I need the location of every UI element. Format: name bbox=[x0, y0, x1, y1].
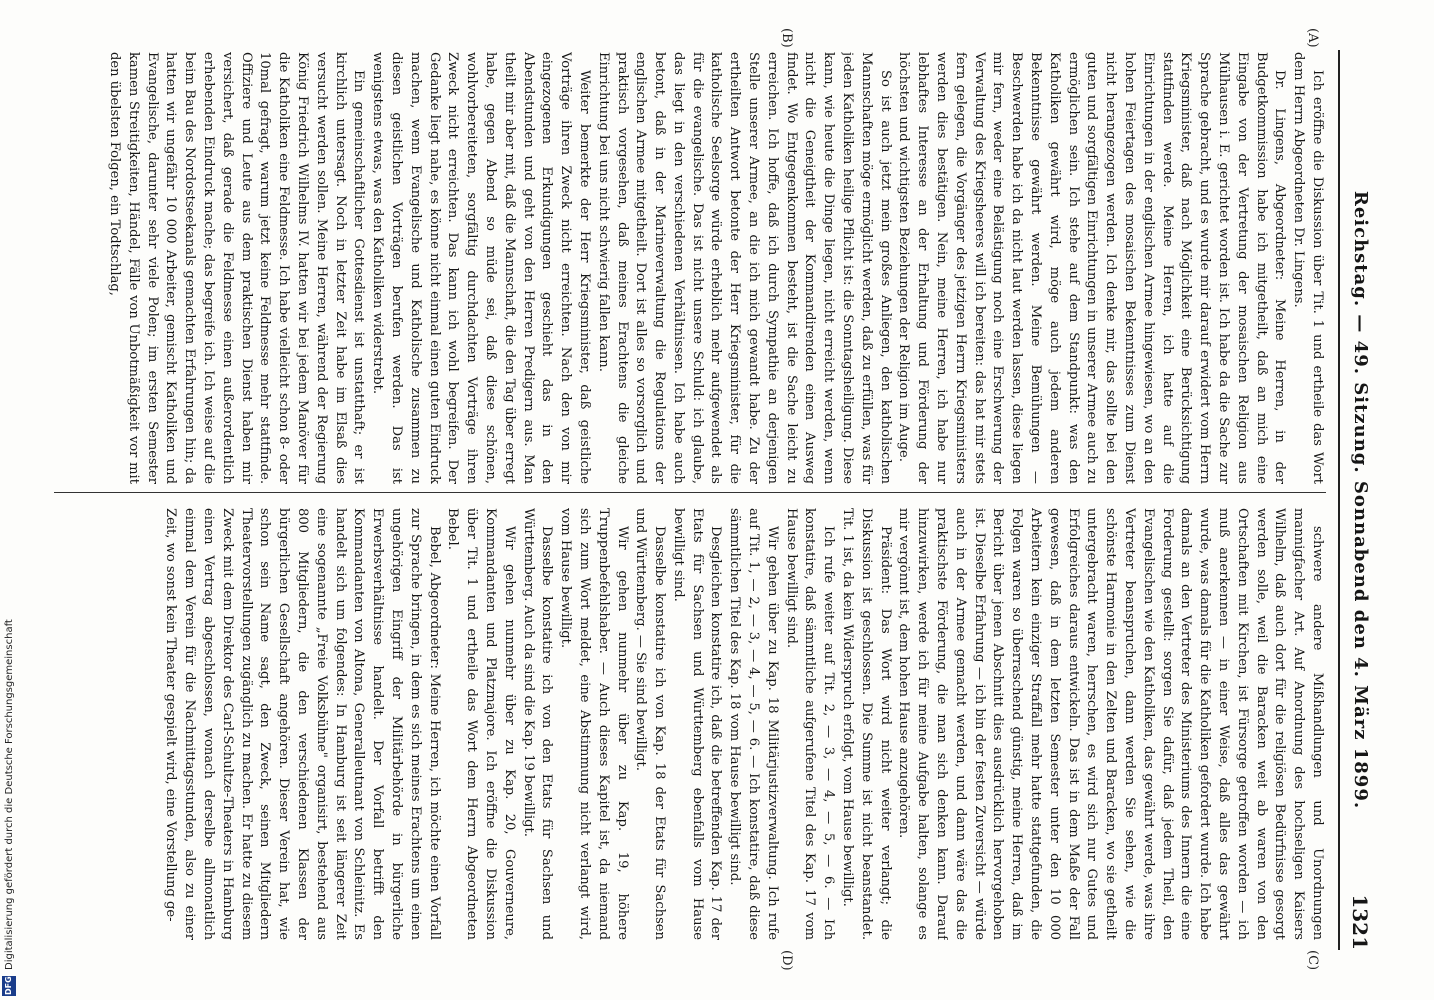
paragraph: Ich rufe weiter auf Tit. 2, — 3, — 4, — 5, — 6. — Ich konstatire, daß sämmtliche aufgerufene Titel des Kap. 17 vom Hause bewilligt sind. bbox=[783, 508, 837, 940]
paragraph: Bebel, Abgeordneter: Meine Herren, ich möchte einen Vorfall zur Sprache bringen, in dem es sich meines Erachtens um einen ungehörigen Eingriff der Militärbehörde in bürgerliche Erwerbsverhältnisse handelt. Der Vorfall betrifft den Kommandanten von Altona, Generalleutnant von Schleinitz. Es handelt sich um folgendes: In Hamburg ist seit längerer Zeit eine sogenannte „Freie Volksbühne" organisirt, bestehend aus 800 Mitgliedern, die den verschiedenen Klassen der bürgerlichen Gesellschaft angehören. Dieser Verein hat, wie schon sein Name sagt, den Zweck, seinen Mitgliedern Theatervorstellungen zugänglich zu machen. Er hatte zu diesem Zweck mit dem Direktor des Carl-Schultze-Theaters in Hamburg einen Vertrag abgeschlossen, wonach derselbe allmonatlich einmal dem Verein für die Nachmittagsstunden, also zu einer Zeit, wo sonst kein Theater gespielt wird, eine Vorstellung ge- bbox=[163, 508, 442, 940]
margin-mark-d: (D) bbox=[779, 950, 794, 971]
paragraph: So ist auch jetzt mein großes Anliegen, den katholischen Mannschaften möge ermöglicht werden, daß zu erfüllen, was für jeden Katholiken heilige Pflicht ist: die Sonntagsheiligung. Diese kann, wie heute die Dinge liegen, nicht erreicht werden, wenn nicht die Geneigtheit der Kommandirenden einen Ausweg findet. Wo Entgegenkommen besteht, ist die Sache leicht zu erreichen. Ich hoffe, daß ich durch Sympathie an derjenigen Stelle unserer Armee, an die ich mich gewandt habe. Zu der ertheilten Antwort betonte der Herr Kriegsminister, für die katholische Seelsorge würde erheblich mehr aufgewendet als für die evangelische. Das ist nicht unsere Schuld: ich glaube, das liegt in den verschiedenen Verhältnissen. Ich habe auch betont, daß in der Marineverwaltung die Regulations der englischen Armee mitgetheilt. Dort ist alles so vorsorglich und praktisch vorgesehen, daß meines Erachtens die gleiche Einrichtung bei uns nicht schwierig fallen kann. bbox=[595, 52, 893, 484]
paragraph: Dasselbe konstatire ich von den Etats für Sachsen und Württemberg. Auch da sind die Kap. 19 bewilligt. bbox=[520, 508, 555, 940]
paragraph: Ein gemeinschaftlicher Gottesdienst ist unstatthaft; er ist kirchlich untersagt. Noch in letzter Zeit habe im Elsaß dies versucht werden sollen. Meine Herren, während der Regierung König Friedrich Wilhelms IV. hatten wir bei jedem Manöver für die Katholiken eine Feldmesse. Ich habe vielleicht schon 8- oder 10mal gefragt, warum jetzt keine Feldmesse mehr stattfinde. Offiziere und Leute aus dem praktischen Dienst haben mir versichert, daß gerade die Feldmesse einen außerordentlich erhebenden Eindruck mache; das begreife ich. Ich weise auf die beim Bau des Nordostseekanals gemachten Erfahrungen hin; da hatten wir ungefähr 10 000 Arbeiter, gemischt Katholiken und Evangelische, darunter sehr viele Polen; im ersten Semester kamen Streitigkeiten, Händel, Fälle von Unbotmäßigkeit vor mit den übelsten Folgen, ein Todtschlag, bbox=[107, 52, 367, 484]
digitization-credit-text: Digitalisierung gefördert durch die Deutsche Forschungsgemeinschaft bbox=[4, 619, 15, 970]
paragraph: Dasselbe konstatire ich von Kap. 18 der Etats für Sachsen und Württemberg. — Sie sind bewilligt. bbox=[633, 508, 668, 940]
text-column-left bbox=[54, 52, 1326, 484]
paragraph: Desgleichen konstatire ich, daß die betreffenden Kap. 17 der Etats für Sachsen und Württemberg ebenfalls vom Hause bewilligt sind. bbox=[670, 508, 724, 940]
paragraph: Dr. Lingens, Abgeordneter: Meine Herren, in der Budgetkommission habe ich mitgetheilt, daß an mich eine Eingabe von der Vertretung der mosaischen Religion aus Mülhausen i. E. gerichtet worden ist. Ich habe da die Sache zur Sprache gebracht, und es wurde mir darauf erwidert vom Herrn Kriegsminister, daß nach Möglichkeit eine Berücksichtigung stattfinden werde. Meine Herren, ich hatte auf die Einrichtungen in der englischen Armee hingewiesen, wo an den hohen Feiertagen des mosaischen Bekenntnisses zum Dienst nicht herangezogen werden. Ich denke mir, das sollte bei den guten und sorgfältigen Einrichtungen in unserer Armee auch zu ermöglichen sein. Ich stehe auf dem Standpunkt: was den Katholiken gewährt wird, möge auch jedem anderen Bekenntnisse gewährt werden. Meine Bemühungen — Beschwerden habe ich da nicht laut werden lassen, diese liegen mir fern, weder eine Belästigung noch eine Erschwerung der Verwaltung des Kriegsheeres will ich bereiten: das hat mir stets fern gelegen, die Vorgänger des jetzigen Herrn Kriegsministers werden dies bestätigen. Nein, meine Herren, ich habe nur lebhaftes Interesse an der Erhaltung und Förderung der höchsten und wichtigsten Beziehungen der Religion im Auge. bbox=[896, 52, 1288, 484]
paragraph: Präsident: Das Wort wird nicht weiter verlangt; die Diskussion ist geschlossen. Die Summe ist nicht beanstandet. Tit. 1 ist, da kein Widerspruch erfolgt, vom Hause bewilligt. bbox=[840, 508, 893, 940]
paragraph: Wir gehen über zu Kap. 18 Militärjustizverwaltung. Ich rufe auf Tit. 1, — 2, — 3, — 4, — 5, — 6. — Ich konstatire, daß diese sämmtlichen Titel des Kap. 18 vom Hause bewilligt sind. bbox=[727, 508, 780, 940]
paragraph: schwere andere Mißhandlungen und Unordnungen mannigfacher Art. Auf Anordnung des hochseligen Kaisers Wilhelm, daß auch dort für die religiösen Bedürfnisse gesorgt werden solle, weil die Baracken weit ab waren von den Ortschaften mit Kirchen, ist Fürsorge getroffen worden — ich muß anerkennen — in einer Weise, daß alles das gewährt wurde, was damals für die Katholiken gefordert wurde. Ich habe damals an den Vertreter des Ministeriums des Innern die eine Forderung gestellt: sorgen Sie dafür, daß jedem Theil, den Evangelischen wie den Katholiken, das gewährt werde, was ihre Vertreter beanspruchen, dann werden Sie sehen, wie die schönste Harmonie in den Zelten und Baracken, wo sie getheilt untergebracht waren, herrschen, es wird sich nur Gutes und Erfolgreiches daraus entwickeln. Das ist in dem Maße der Fall gewesen, daß in dem letzten Semester unter den 10 000 Arbeitern kein einziger Straffall mehr hatte stattgefunden, die Folgen waren so überraschend günstig, meine Herren, daß im Bericht über jenen Abschnitt dies ausdrücklich hervorgehoben ist. Dieselbe Erfahrung — ich bin der festen Zuversicht — würde auch in der Armee gemacht werden, und dann wäre das die praktischste Förderung, die man sich denken kann. Darauf hinzuwirken, werde ich für meine Aufgabe halten, solange es mir vergönnt ist, dem hohen Hause anzugehören. bbox=[896, 508, 1325, 940]
dfg-logo: DFG bbox=[2, 976, 16, 996]
header-title: Reichstag. — 49. Sitzung. Sonnabend den 4. März 1899. bbox=[1350, 190, 1371, 810]
digitization-credit bbox=[2, 6, 20, 996]
paragraph: Wir gehen nunmehr über zu Kap. 20, Gouverneure, Kommandanten und Platzmajore. Ich eröffne die Diskussion über Tit. 1 und ertheile das Wort dem Herrn Abgeordneten Bebel. bbox=[445, 508, 517, 940]
margin-mark-b: (B) bbox=[779, 28, 794, 48]
text-column-right bbox=[54, 508, 1326, 940]
column-divider bbox=[54, 492, 1326, 493]
page-number: 1321 bbox=[1348, 894, 1372, 950]
paragraph: Ich eröffne die Diskussion über Tit. 1 und ertheile das Wort dem Herrn Abgeordneten Dr. Lingens. bbox=[1291, 52, 1325, 484]
margin-mark-c: (C) bbox=[1305, 950, 1320, 971]
paragraph: Weiter bemerkte der Herr Kriegsminister, daß geistliche Vorträge ihren Zweck nicht erreichten. Nach den von mir eingezogenen Erkundigungen geschieht das in den Abendstunden und geht von den Herren Predigern aus. Man theilt mir aber mit, daß die Mannschaft, die den Tag über erregt habe, gegen Abend so müde sei, daß diese schönen, wohlvorbereiteten, sorgfältig durchdachten Vorträge ihren Zweck nicht erreichten. Das kann ich wohl begreifen. Der Gedanke liegt nahe, es könne nicht einmal einen guten Eindruck machen, wenn Evangelische und Katholische zusammen zu diesen geistlichen Vorträgen berufen werden. Das ist wenigstens etwas, was den Katholiken widerstrebt. bbox=[370, 52, 592, 484]
page-header bbox=[1338, 50, 1384, 950]
margin-mark-a: (A) bbox=[1305, 28, 1320, 48]
paragraph: Wir gehen nunmehr über zu Kap. 19, höhere Truppenbefehlshaber. — Auch dieses Kapitel ist, da niemand sich zum Wort meldet, eine Abstimmung nicht verlangt wird, vom Hause bewilligt. bbox=[558, 508, 630, 940]
